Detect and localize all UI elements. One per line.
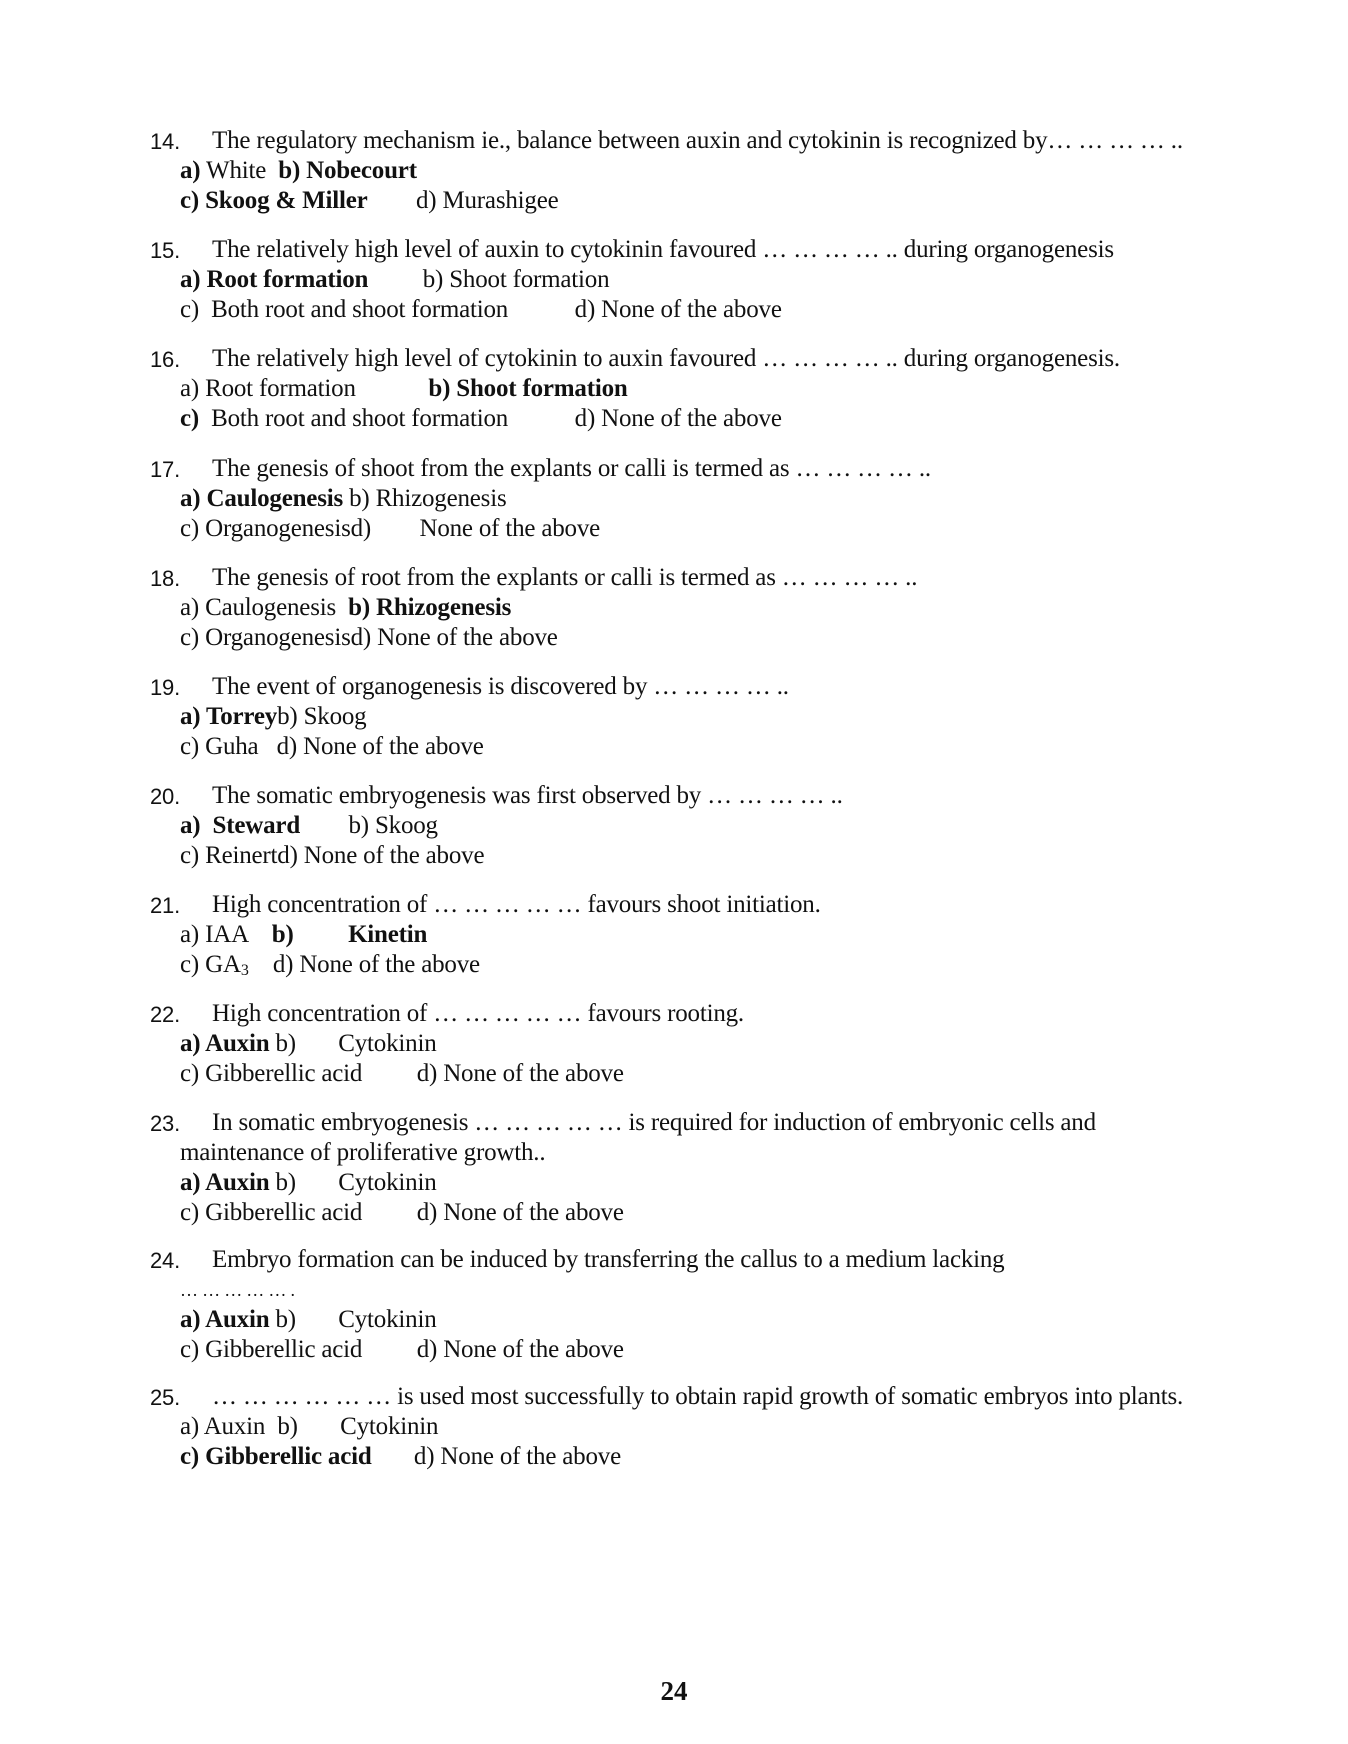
option-label: d) xyxy=(277,842,298,869)
option-c: Guha xyxy=(205,733,259,760)
option-d: None of the above xyxy=(440,1443,621,1470)
option-d: None of the above xyxy=(443,1060,624,1087)
option-c: Gibberellic acid xyxy=(205,1060,363,1087)
question-text: The event of organogenesis is discovered by … … … … .. xyxy=(212,673,789,700)
option-label: a) xyxy=(180,485,201,512)
option-c-subscript: 3 xyxy=(240,962,249,979)
option-b: Shoot formation xyxy=(449,266,610,293)
question-text: The genesis of root from the explants or calli is termed as … … … … .. xyxy=(212,564,918,591)
option-d: None of the above xyxy=(419,515,601,542)
option-label: d) xyxy=(416,1060,438,1087)
option-a: Torrey xyxy=(206,703,278,730)
option-label: d) xyxy=(272,951,294,978)
option-label: c) xyxy=(180,405,200,432)
question-number: 19. xyxy=(150,675,180,700)
option-c: Both root and shoot formation xyxy=(211,405,509,432)
option-label: b) xyxy=(349,485,370,512)
question-number: 22. xyxy=(150,1002,180,1027)
question-text: High concentration of … … … … … favours shoot initiation. xyxy=(212,891,821,918)
option-label: c) xyxy=(180,733,200,760)
option-label: c) xyxy=(180,1199,200,1226)
option-c: Gibberellic acid xyxy=(205,1336,363,1363)
question-text-continued: maintenance of proliferative growth.. xyxy=(180,1139,546,1166)
question-14 xyxy=(150,126,1270,216)
option-c: Both root and shoot formation xyxy=(211,296,509,323)
option-label: a) xyxy=(180,1306,201,1333)
option-label: d) xyxy=(350,515,372,542)
option-a: Auxin xyxy=(205,1306,270,1333)
option-label: c) xyxy=(180,296,200,323)
option-b: Cytokinin xyxy=(338,1169,437,1196)
option-label: b) xyxy=(348,812,369,839)
question-24 xyxy=(150,1245,1270,1365)
option-d: Murashigee xyxy=(442,187,559,214)
option-label: a) xyxy=(180,1169,201,1196)
question-text: The regulatory mechanism ie., balance between auxin and cytokinin is recognized by… … … … .. xyxy=(212,127,1183,154)
option-label: a) xyxy=(180,266,201,293)
option-label: b) xyxy=(278,157,301,184)
option-d: None of the above xyxy=(443,1336,624,1363)
option-label: a) xyxy=(180,921,200,948)
question-number: 17. xyxy=(150,457,180,482)
option-a: Auxin xyxy=(203,1413,266,1440)
option-c: Gibberellic acid xyxy=(205,1199,363,1226)
option-d: None of the above xyxy=(299,951,480,978)
question-text: … … … … … … is used most successfully to obtain rapid growth of somatic embryos into plants. xyxy=(212,1383,1184,1410)
question-number: 21. xyxy=(150,893,180,918)
option-a: Auxin xyxy=(205,1169,270,1196)
question-text: The somatic embryogenesis was first observed by … … … … .. xyxy=(212,782,843,809)
question-18 xyxy=(150,563,1270,653)
option-a: White xyxy=(206,157,267,184)
option-d: None of the above xyxy=(303,842,485,869)
option-label: b) xyxy=(275,1169,296,1196)
option-label: a) xyxy=(180,1030,201,1057)
option-label: c) xyxy=(180,951,200,978)
question-text: High concentration of … … … … … favours rooting. xyxy=(212,1000,744,1027)
option-b: Skoog xyxy=(374,812,438,839)
option-d: None of the above xyxy=(601,405,782,432)
option-label: d) xyxy=(416,1199,438,1226)
option-label: d) xyxy=(415,187,437,214)
option-b: Cytokinin xyxy=(338,1030,437,1057)
option-a: Caulogenesis xyxy=(206,485,344,512)
option-label: a) xyxy=(180,594,200,621)
option-d: None of the above xyxy=(443,1199,624,1226)
option-label: b) xyxy=(422,266,444,293)
option-a: Root formation xyxy=(205,375,356,402)
option-b: Kinetin xyxy=(348,921,428,948)
question-19 xyxy=(150,672,1270,762)
question-25 xyxy=(150,1382,1270,1472)
question-number: 18. xyxy=(150,566,180,591)
question-number: 15. xyxy=(150,238,180,263)
question-number: 23. xyxy=(150,1111,180,1136)
question-text: Embryo formation can be induced by transferring the callus to a medium lacking xyxy=(212,1246,1005,1273)
option-label: c) xyxy=(180,1336,200,1363)
option-label: c) xyxy=(180,1060,200,1087)
option-a: Caulogenesis xyxy=(205,594,337,621)
option-label: c) xyxy=(180,515,200,542)
option-label: a) xyxy=(180,812,201,839)
option-label: d) xyxy=(413,1443,435,1470)
question-number: 24. xyxy=(150,1248,180,1273)
question-text: The relatively high level of cytokinin to auxin favoured … … … … .. during organogenesis. xyxy=(212,345,1120,372)
option-b: Rhizogenesis xyxy=(376,594,512,621)
question-20 xyxy=(150,781,1270,871)
question-number: 25. xyxy=(150,1385,180,1410)
option-label: c) xyxy=(180,842,200,869)
option-b: Shoot formation xyxy=(456,375,628,402)
question-21 xyxy=(150,890,1270,986)
option-label: b) xyxy=(275,1030,296,1057)
option-a: Steward xyxy=(212,812,301,839)
question-text-continued: … … … … … . xyxy=(180,1280,295,1300)
option-c: Gibberellic acid xyxy=(205,1443,372,1470)
question-text: The genesis of shoot from the explants or calli is termed as … … … … .. xyxy=(212,455,931,482)
option-b: Skoog xyxy=(303,703,367,730)
question-23 xyxy=(150,1108,1270,1228)
option-label: b) xyxy=(271,921,294,948)
option-a: Root formation xyxy=(206,266,369,293)
option-label: d) xyxy=(574,405,596,432)
option-label: b) xyxy=(277,703,298,730)
page-number: 24 xyxy=(660,1676,688,1706)
option-label: b) xyxy=(428,375,451,402)
question-16 xyxy=(150,344,1270,434)
question-15 xyxy=(150,235,1270,325)
option-a: IAA xyxy=(205,921,248,948)
option-c: Organogenesis xyxy=(205,624,351,651)
option-c: Skoog & Miller xyxy=(205,187,368,214)
option-b: Cytokinin xyxy=(340,1413,439,1440)
option-a: Auxin xyxy=(205,1030,270,1057)
question-number: 16. xyxy=(150,347,180,372)
option-b: Rhizogenesis xyxy=(375,485,507,512)
option-label: a) xyxy=(180,375,200,402)
option-d: None of the above xyxy=(601,296,782,323)
option-c: GA xyxy=(205,951,241,978)
option-d: None of the above xyxy=(303,733,484,760)
question-22 xyxy=(150,999,1270,1089)
question-number: 20. xyxy=(150,784,180,809)
option-label: d) xyxy=(574,296,596,323)
option-c: Organogenesis xyxy=(205,515,351,542)
option-label: b) xyxy=(275,1306,296,1333)
option-b: Cytokinin xyxy=(338,1306,437,1333)
option-label: c) xyxy=(180,187,200,214)
option-label: a) xyxy=(180,703,201,730)
option-label: c) xyxy=(180,624,200,651)
question-text: The relatively high level of auxin to cytokinin favoured … … … … .. during organogenesis xyxy=(212,236,1114,263)
option-label: d) xyxy=(276,733,298,760)
question-text: In somatic embryogenesis … … … … … is required for induction of embryonic cells and xyxy=(212,1109,1096,1136)
option-label: d) xyxy=(350,624,372,651)
option-label: c) xyxy=(180,1443,200,1470)
option-d: None of the above xyxy=(377,624,558,651)
option-label: a) xyxy=(180,1413,200,1440)
option-label: d) xyxy=(416,1336,438,1363)
question-17 xyxy=(150,454,1270,544)
option-c: Reinert xyxy=(205,842,278,869)
option-label: b) xyxy=(348,594,370,621)
option-b: Nobecourt xyxy=(306,157,417,184)
option-label: a) xyxy=(180,157,201,184)
question-number: 14. xyxy=(150,129,180,154)
option-label: b) xyxy=(277,1413,298,1440)
